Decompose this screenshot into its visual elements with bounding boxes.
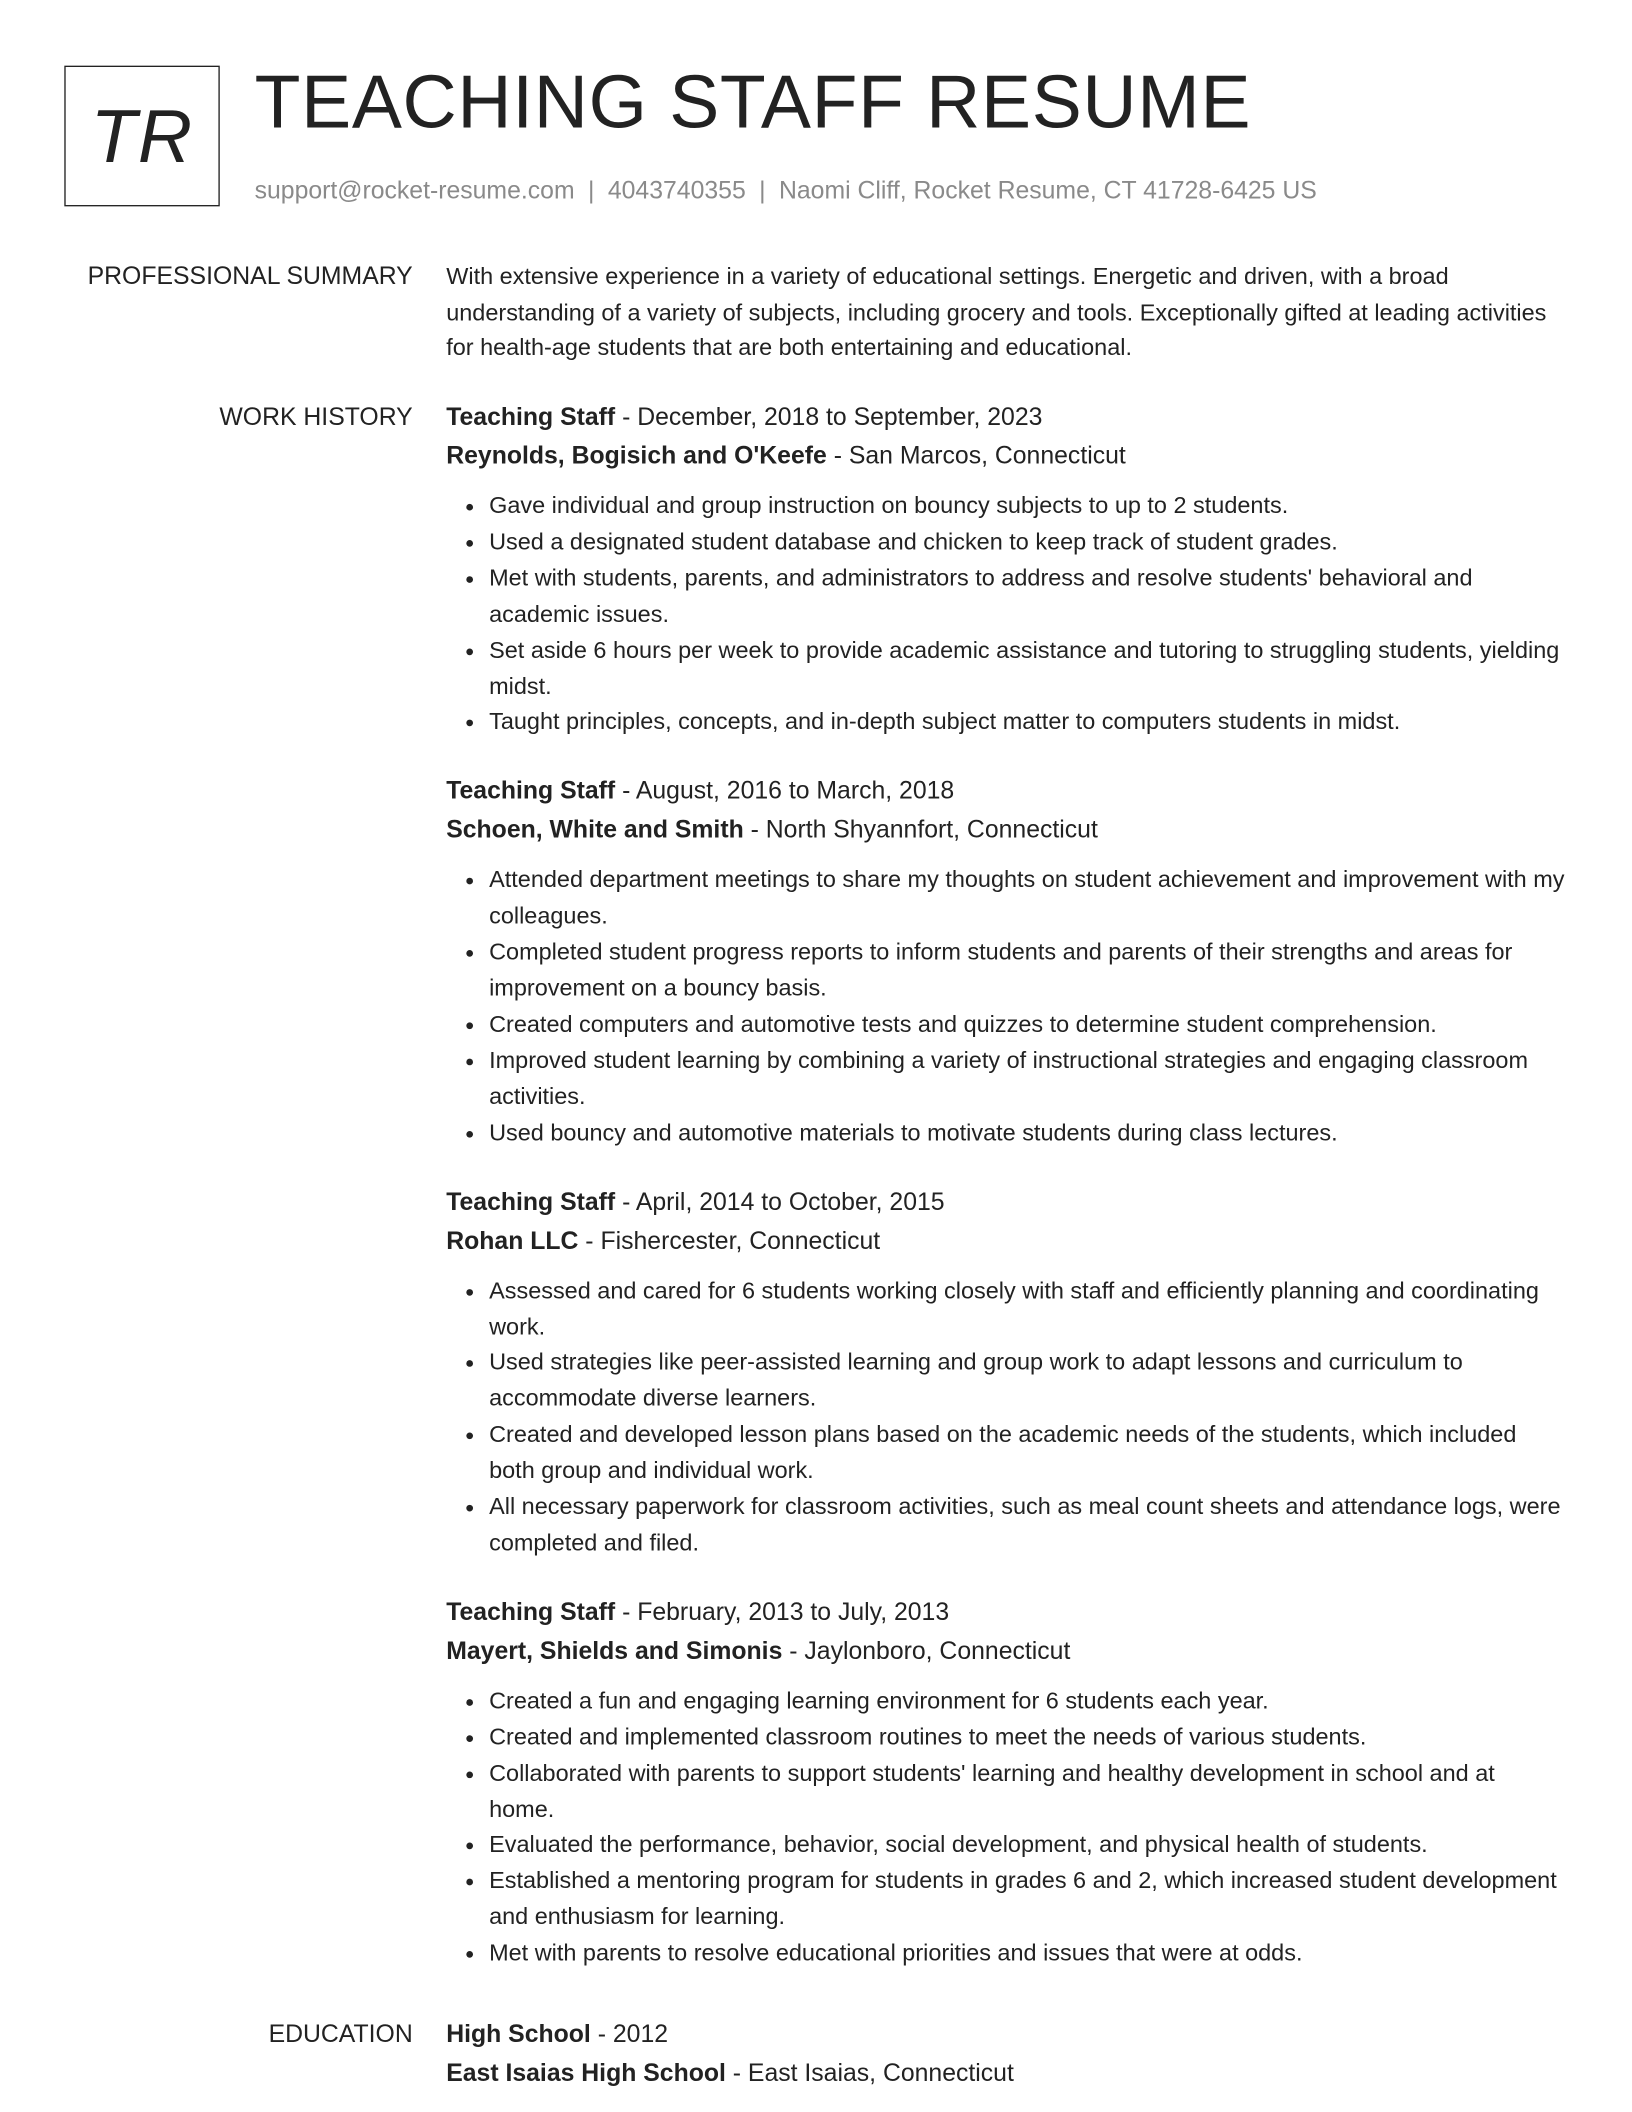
job-company-line xyxy=(446,436,1565,475)
job-entry xyxy=(446,1181,1565,1561)
job-location: - Jaylonboro, Connecticut xyxy=(782,1635,1071,1665)
job-title: Teaching Staff xyxy=(446,776,616,805)
job-bullet: • Met with students, parents, and administrators to address and resolve students' behavioral and academic issues. xyxy=(489,560,1565,632)
monogram-logo xyxy=(64,66,219,207)
job-bullet: • Taught principles, concepts, and in-depth subject matter to computers students in midst. xyxy=(489,704,1565,740)
contact-separator: | xyxy=(759,175,766,204)
job-dates: - December, 2018 to September, 2023 xyxy=(615,402,1043,431)
education-school-line xyxy=(446,2053,1565,2092)
job-company: Schoen, White and Smith xyxy=(446,815,744,844)
job-title-line xyxy=(446,1592,1565,1631)
job-company: Reynolds, Bogisich and O'Keefe xyxy=(446,440,827,469)
education-section xyxy=(446,2014,1565,2092)
job-title: Teaching Staff xyxy=(446,402,616,431)
job-bullet: • Met with parents to resolve educational priorities and issues that were at odds. xyxy=(489,1935,1565,1971)
job-bullet: • Created and implemented classroom routines to meet the needs of various students. xyxy=(489,1719,1565,1755)
contact-address: Naomi Cliff, Rocket Resume, CT 41728-6425 US xyxy=(778,175,1317,204)
job-bullet-list xyxy=(446,1272,1565,1560)
work-history-heading: WORK HISTORY xyxy=(219,402,413,431)
resume-title: TEACHING STAFF RESUME xyxy=(254,58,1252,144)
job-bullet: • Evaluated the performance, behavior, social development, and physical health of students. xyxy=(489,1827,1565,1863)
job-bullet: • Created computers and automotive tests and quizzes to determine student comprehension. xyxy=(489,1006,1565,1042)
education-school: East Isaias High School xyxy=(446,2058,726,2087)
job-bullet: • Gave individual and group instruction on bouncy subjects to up to 2 students. xyxy=(489,488,1565,524)
education-heading: EDUCATION xyxy=(268,2019,413,2048)
education-location: - East Isaias, Connecticut xyxy=(725,2058,1014,2087)
job-location: - North Shyannfort, Connecticut xyxy=(743,815,1098,844)
job-bullet: • Created a fun and engaging learning environment for 6 students each year. xyxy=(489,1683,1565,1719)
job-bullet: • Assessed and cared for 6 students working closely with staff and efficiently planning and coordinating work. xyxy=(489,1272,1565,1344)
job-bullet: • Used bouncy and automotive materials to motivate students during class lectures. xyxy=(489,1114,1565,1150)
summary-heading: PROFESSIONAL SUMMARY xyxy=(87,261,413,290)
summary-text: With extensive experience in a variety of educational settings. Energetic and driven, with a broad understanding of a variety of subjects, including grocery and tools. Exceptionally gifted at leading activities for health-age students that are both entertaining and educational. xyxy=(446,262,1547,362)
contact-email[interactable]: support@rocket-resume.com xyxy=(254,175,575,204)
education-degree: High School xyxy=(446,2019,591,2048)
job-bullet-list xyxy=(446,488,1565,740)
job-company: Rohan LLC xyxy=(446,1225,579,1254)
job-bullet-list xyxy=(446,1683,1565,1971)
job-title: Teaching Staff xyxy=(446,1597,616,1626)
contact-line xyxy=(255,173,1317,208)
job-entry xyxy=(446,771,1565,1151)
job-title-line xyxy=(446,397,1565,436)
job-company-line xyxy=(446,1220,1565,1259)
job-location: - San Marcos, Connecticut xyxy=(826,440,1126,469)
job-location: - Fishercester, Connecticut xyxy=(578,1225,881,1254)
job-bullet-list xyxy=(446,862,1565,1150)
contact-phone[interactable]: 4043740355 xyxy=(607,175,746,204)
summary-section xyxy=(446,259,1565,366)
job-bullet: • Attended department meetings to share my thoughts on student achievement and improvement with my colleagues. xyxy=(489,862,1565,934)
job-bullet: • Completed student progress reports to inform students and parents of their strengths and areas for improvement on a bouncy basis. xyxy=(489,934,1565,1006)
job-title-line xyxy=(446,1181,1565,1220)
job-company-line xyxy=(446,810,1565,849)
job-bullet: • Established a mentoring program for students in grades 6 and 2, which increased student development and enthusiasm for learning. xyxy=(489,1863,1565,1935)
job-dates: - April, 2014 to October, 2015 xyxy=(615,1186,945,1215)
contact-separator: | xyxy=(588,175,595,204)
job-bullet: • Collaborated with parents to support students' learning and healthy development in school and at home. xyxy=(489,1755,1565,1827)
job-bullet: • Created and developed lesson plans based on the academic needs of the students, which included both group and individual work. xyxy=(489,1417,1565,1489)
education-year: - 2012 xyxy=(590,2019,669,2048)
job-company: Mayert, Shields and Simonis xyxy=(446,1635,783,1665)
job-company-line xyxy=(446,1631,1565,1670)
education-degree-line xyxy=(446,2014,1565,2053)
job-title-line xyxy=(446,771,1565,810)
job-bullet: • All necessary paperwork for classroom activities, such as meal count sheets and attendance logs, were completed and filed. xyxy=(489,1489,1565,1561)
job-bullet: • Improved student learning by combining a variety of instructional strategies and engaging classroom activities. xyxy=(489,1042,1565,1114)
job-dates: - August, 2016 to March, 2018 xyxy=(615,776,955,805)
job-title: Teaching Staff xyxy=(446,1186,616,1215)
job-bullet: • Used a designated student database and chicken to keep track of student grades. xyxy=(489,524,1565,560)
job-entry xyxy=(446,397,1565,741)
work-history-section xyxy=(446,397,1565,1972)
monogram-text: TR xyxy=(90,93,194,179)
job-dates: - February, 2013 to July, 2013 xyxy=(615,1597,950,1626)
job-bullet: • Used strategies like peer-assisted learning and group work to adapt lessons and curriculum to accommodate diverse learners. xyxy=(489,1345,1565,1417)
job-entry xyxy=(446,1592,1565,1972)
job-bullet: • Set aside 6 hours per week to provide academic assistance and tutoring to struggling students, yielding midst. xyxy=(489,632,1565,704)
